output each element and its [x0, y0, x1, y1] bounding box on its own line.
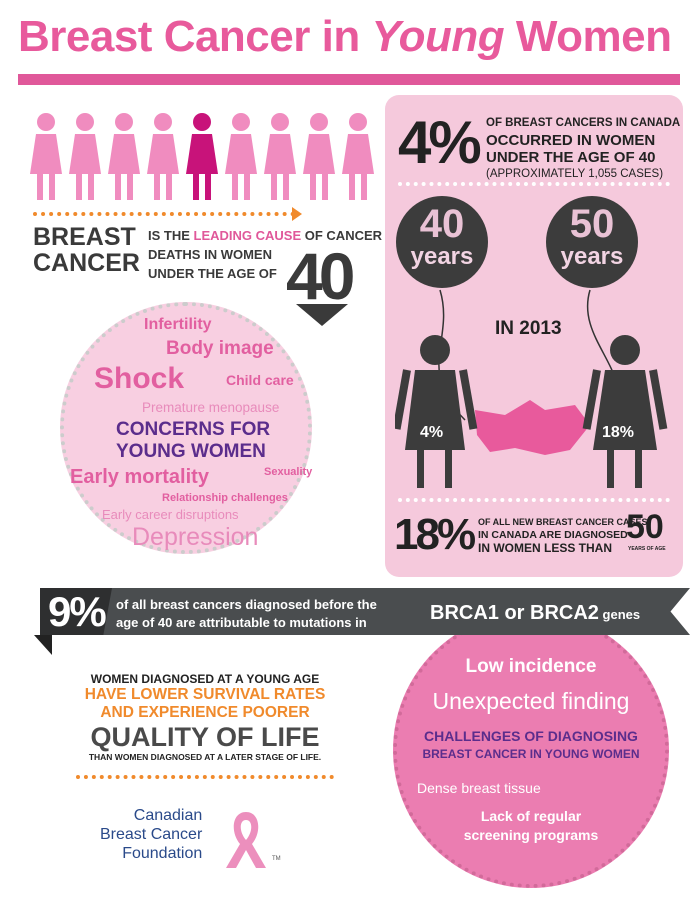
- stat-18-percent: 18%: [394, 510, 474, 559]
- title-part: Women: [504, 12, 672, 61]
- challenges-title: CHALLENGES OF DIAGNOSING: [424, 728, 638, 744]
- down-arrow-icon: [296, 304, 348, 326]
- breast-cancer-heading: BREAST CANCER: [33, 223, 140, 277]
- challenge-item: Low incidence: [465, 656, 597, 677]
- balloon-40: 40 years: [396, 196, 488, 288]
- concerns-title: YOUNG WOMEN: [116, 441, 266, 462]
- trademark: TM: [272, 856, 281, 862]
- concern-word: Sexuality: [264, 466, 313, 478]
- stat-4-description: OF BREAST CANCERS IN CANADA OCCURRED IN WOMEN UNDER THE AGE OF 40 (APPROXIMATELY 1,055 CASES): [486, 117, 681, 180]
- age-50: 50: [626, 508, 664, 546]
- concern-word: Early career disruptions: [102, 507, 239, 522]
- dotted-divider: [398, 182, 670, 186]
- woman-icon: [301, 112, 337, 202]
- concern-word: Shock: [94, 362, 185, 395]
- concern-word: Premature menopause: [142, 400, 280, 415]
- woman-silhouette-left: [395, 335, 477, 488]
- left-percent: 4%: [420, 424, 444, 441]
- title-underline: [18, 74, 680, 85]
- banner-fold: [34, 635, 52, 655]
- year-label: IN 2013: [495, 318, 562, 339]
- age-40: 40: [286, 239, 352, 313]
- pink-ribbon-icon: [218, 806, 274, 872]
- concern-word: Depression: [132, 523, 259, 551]
- challenge-item: screening programs: [463, 827, 599, 843]
- challenge-item: Unexpected finding: [432, 688, 630, 714]
- challenge-item: Lack of regular: [480, 808, 582, 824]
- concern-word: Infertility: [144, 316, 212, 333]
- concern-word: Early mortality: [70, 466, 209, 488]
- years-of-age: YEARS OF AGE: [628, 546, 666, 552]
- challenges-circle: [393, 612, 669, 888]
- concerns-word-cloud: [60, 302, 312, 554]
- cbcf-logo-text: Canadian Breast Cancer Foundation: [100, 807, 203, 862]
- title-emphasis: Young: [371, 12, 505, 61]
- orange-divider: [33, 212, 295, 216]
- woman-silhouette-right: [583, 335, 668, 488]
- woman-icon: [28, 112, 64, 202]
- challenges-title: BREAST CANCER IN YOUNG WOMEN: [422, 747, 640, 761]
- woman-icon: [106, 112, 142, 202]
- leading-cause-text: IS THE LEADING CAUSE OF CANCER DEATHS IN WOMEN UNDER THE AGE OF: [148, 228, 383, 281]
- woman-icon: [262, 112, 298, 202]
- stat-9-percent: 9%: [48, 588, 105, 635]
- concern-word: Relationship challenges: [162, 492, 288, 504]
- stat-4-percent: 4%: [398, 109, 479, 176]
- orange-divider: [76, 775, 334, 779]
- banner-text: of all breast cancers diagnosed before the age of 40 are attributable to mutations in: [116, 597, 377, 630]
- balloon-50: 50 years: [546, 196, 638, 288]
- stat-18-description: OF ALL NEW BREAST CANCER CASES IN CANADA ARE DIAGNOSED IN WOMEN LESS THAN: [478, 517, 648, 555]
- woman-icon: [223, 112, 259, 202]
- brca-genes: BRCA1 or BRCA2 genes: [430, 602, 641, 624]
- women-icons-row: [28, 112, 376, 202]
- woman-icon: [184, 112, 220, 202]
- canada-map-icon: [475, 400, 590, 455]
- survival-text: WOMEN DIAGNOSED AT A YOUNG AGE HAVE LOWER SURVIVAL RATES AND EXPERIENCE POORER QUALITY OF LIFE THAN WOMEN DIAGNOSED AT A LATER STAGE OF LIFE.: [84, 672, 326, 762]
- right-percent: 18%: [602, 424, 635, 441]
- concern-word: Body image: [166, 338, 274, 359]
- concern-word: Child care: [226, 372, 294, 388]
- concerns-title: CONCERNS FOR: [116, 419, 271, 440]
- woman-icon: [340, 112, 376, 202]
- page-title: [18, 12, 671, 62]
- woman-icon: [67, 112, 103, 202]
- challenge-item: Dense breast tissue: [417, 780, 541, 796]
- dotted-divider: [398, 498, 670, 502]
- title-part: Breast Cancer in: [18, 12, 372, 61]
- arrow-icon: [292, 207, 302, 221]
- woman-icon: [145, 112, 181, 202]
